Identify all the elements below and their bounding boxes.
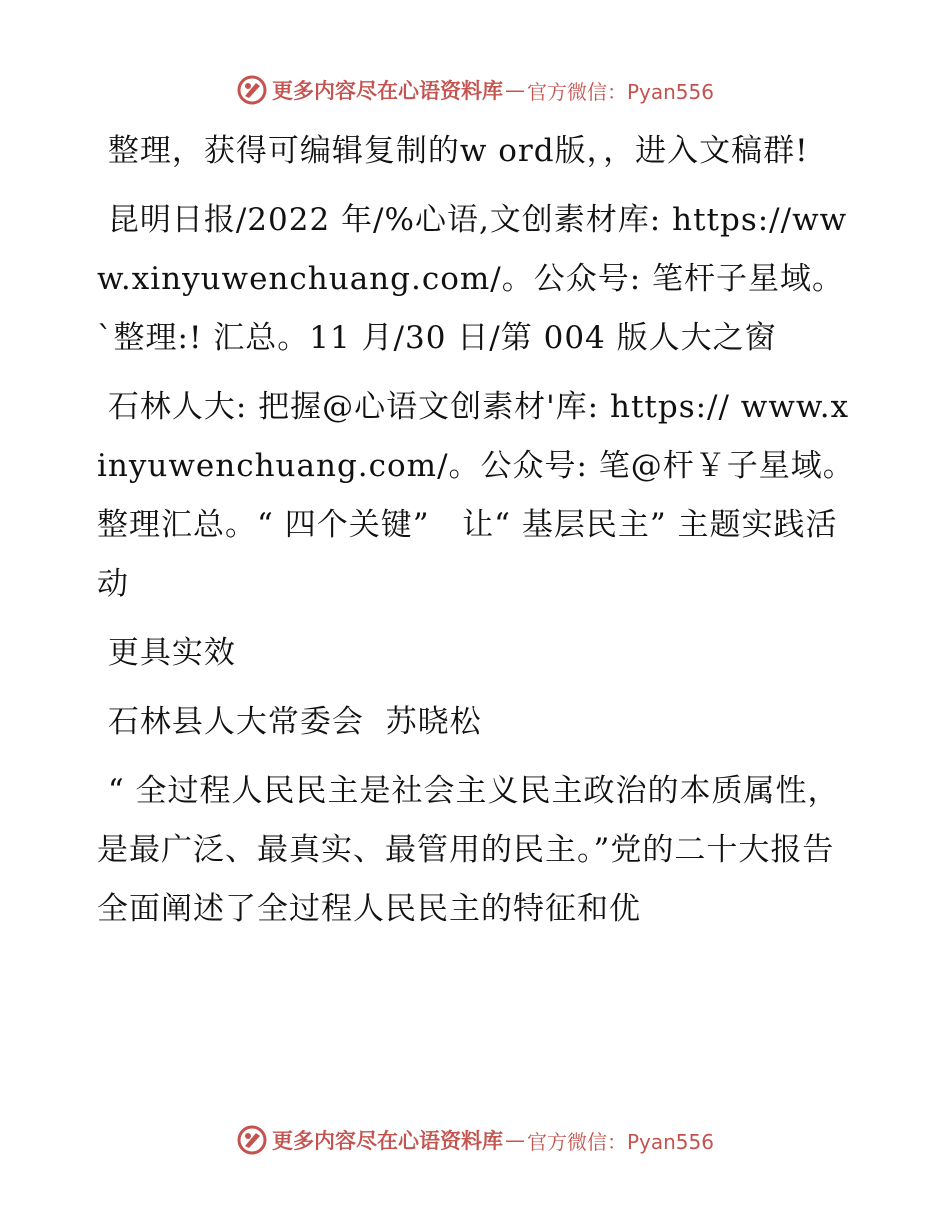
header-watermark-wechat: 官方微信：Pyan556 <box>526 79 714 104</box>
paragraph-intro: 整理，获得可编辑复制的w ord版，，进入文稿群! <box>97 133 809 169</box>
footer-watermark <box>0 1120 950 1160</box>
footer-watermark-separator: — <box>504 1128 525 1152</box>
footer-watermark-wechat: 官方微信：Pyan556 <box>526 1129 714 1154</box>
paragraph-author: 石林县人大常委会 苏晓松 <box>97 704 482 740</box>
document-body <box>97 122 857 949</box>
paragraph-title: 石林人大: 把握@心语文创素材'库: https:// www.xinyuwenchuang.com/。公众号: 笔@杆￥子星域。整理汇总。“ 四个关键” 让“ 基层民主” 主题实践活动 <box>97 389 855 602</box>
paragraph-body: “ 全过程人民民主是社会主义民主政治的本质属性，是最广泛、最真实、最管用的民主。”党的二十大报告全面阐述了全过程人民民主的特征和优 <box>97 773 840 927</box>
logo-icon <box>236 1124 268 1156</box>
header-watermark-text: 更多内容尽在心语资料库 <box>271 78 503 103</box>
header-watermark <box>0 70 950 110</box>
footer-watermark-text: 更多内容尽在心语资料库 <box>271 1128 503 1153</box>
header-watermark-separator: — <box>504 78 525 102</box>
paragraph-source: 昆明日报/2022 年/%心语,文创素材库: https://www.xinyuwenchuang.com/。公众号: 笔杆子星域。`整理:! 汇总。11 月/30 日/第 004 版人大之窗 <box>97 202 848 356</box>
logo-icon <box>236 74 268 106</box>
paragraph-title-cont: 更具实效 <box>97 635 236 671</box>
